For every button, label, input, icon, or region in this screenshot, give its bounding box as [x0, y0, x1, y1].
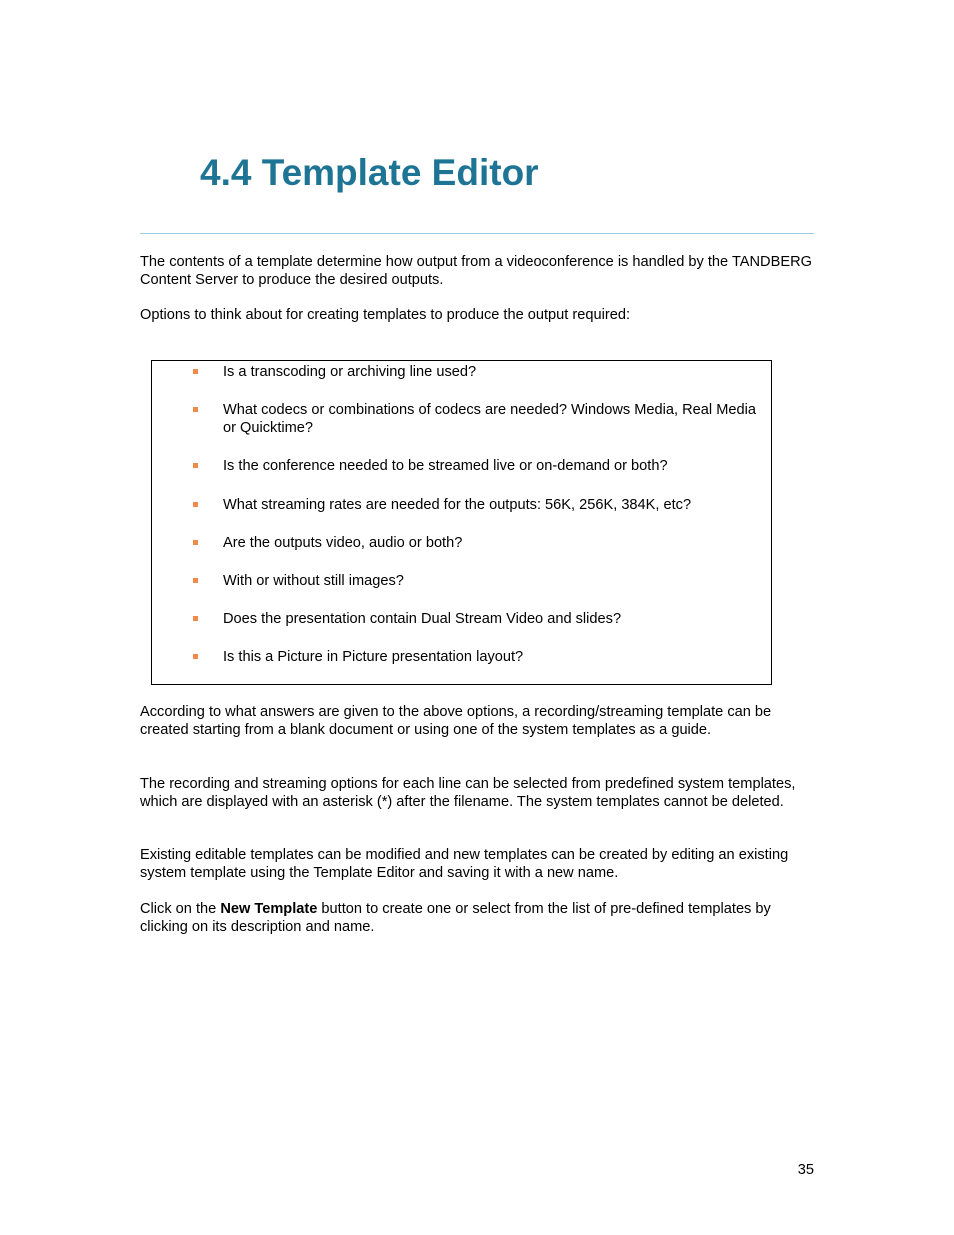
square-bullet-icon — [193, 578, 198, 583]
square-bullet-icon — [193, 407, 198, 412]
editable-templates-paragraph: Existing editable templates can be modified and new templates can be created by editing an existing system template using the Template Editor and saving it with a new name. — [140, 847, 789, 881]
list-item-text: Is a transcoding or archiving line used? — [223, 364, 477, 380]
square-bullet-icon — [193, 463, 198, 468]
new-template-button-label: New Template — [220, 901, 318, 917]
square-bullet-icon — [193, 540, 198, 545]
title-divider — [140, 233, 814, 234]
list-item-text: Are the outputs video, audio or both? — [223, 535, 463, 551]
new-template-text-suffix: button to create one or select from the list of pre-defined templates by clicking on its description and name. — [140, 901, 771, 935]
list-item-text: Is the conference needed to be streamed live or on-demand or both? — [223, 458, 668, 474]
list-item-text: What codecs or combinations of codecs are needed? Windows Media, Real Media or Quicktime? — [223, 402, 756, 436]
system-templates-paragraph: The recording and streaming options for each line can be selected from predefined system templates, which are displayed with an asterisk (*) after the filename. The system templates cannot be deleted. — [140, 776, 796, 810]
options-intro-paragraph: Options to think about for creating templates to produce the output required: — [140, 307, 631, 323]
square-bullet-icon — [193, 654, 198, 659]
new-template-paragraph — [140, 900, 820, 936]
page-title: 4.4 Template Editor — [200, 152, 539, 193]
list-item-text: What streaming rates are needed for the outputs: 56K, 256K, 384K, etc? — [223, 497, 692, 513]
square-bullet-icon — [193, 616, 198, 621]
page-number: 35 — [797, 1162, 814, 1178]
question-list-box — [151, 360, 772, 685]
list-item-text: With or without still images? — [223, 573, 404, 589]
square-bullet-icon — [193, 502, 198, 507]
intro-paragraph: The contents of a template determine how output from a videoconference is handled by the TANDBERG Content Server to produce the desired outputs. — [140, 254, 812, 288]
list-item-text: Does the presentation contain Dual Stream Video and slides? — [223, 611, 622, 627]
list-item-text: Is this a Picture in Picture presentation layout? — [223, 649, 524, 665]
answers-paragraph: According to what answers are given to the above options, a recording/streaming template can be created starting from a blank document or using one of the system templates as a guide. — [140, 704, 772, 738]
new-template-text-prefix: Click on the — [140, 901, 221, 917]
square-bullet-icon — [193, 369, 198, 374]
